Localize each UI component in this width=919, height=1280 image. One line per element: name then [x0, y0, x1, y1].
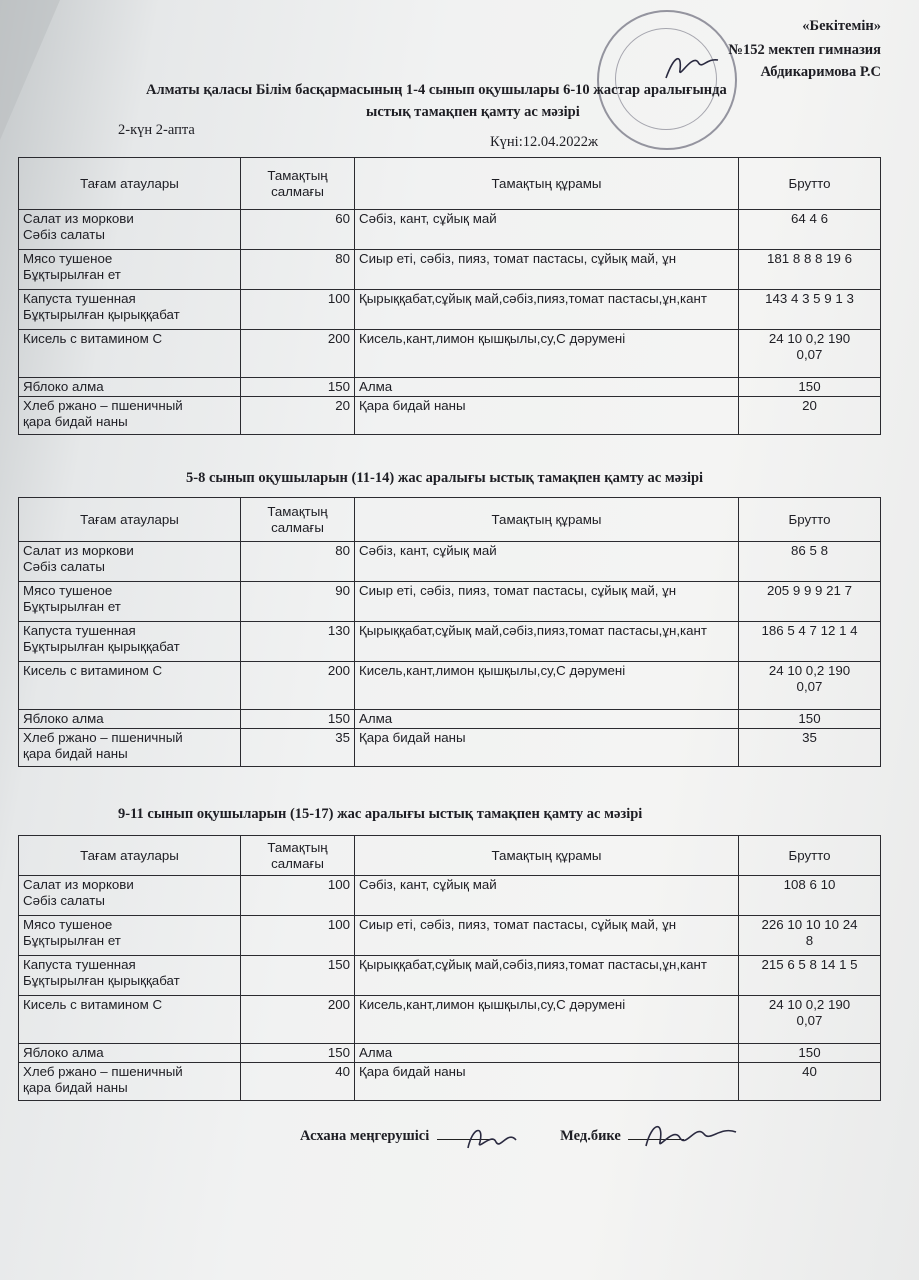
dish-name: Мясо тушеное Бұқтырылған ет — [19, 582, 241, 622]
col-header-composition: Тамақтың құрамы — [355, 836, 739, 876]
table-row — [19, 378, 881, 397]
dish-gross: 215 6 5 8 14 1 5 — [739, 956, 881, 996]
col-header-gross: Брутто — [739, 158, 881, 210]
table-row — [19, 290, 881, 330]
approval-title: «Бекітемін» — [802, 18, 881, 34]
dish-gross: 20 — [739, 397, 881, 435]
dish-composition: Сиыр еті, сәбіз, пияз, томат пастасы, сұйық май, ұн — [355, 582, 739, 622]
table-row — [19, 397, 881, 435]
dish-gross: 150 — [739, 378, 881, 397]
dish-name: Салат из моркови Сәбіз салаты — [19, 542, 241, 582]
dish-weight: 90 — [241, 582, 355, 622]
dish-composition: Қара бидай наны — [355, 729, 739, 767]
dish-weight: 150 — [241, 1044, 355, 1063]
dish-gross: 181 8 8 8 19 6 — [739, 250, 881, 290]
dish-composition: Сиыр еті, сәбіз, пияз, томат пастасы, сұйық май, ұн — [355, 916, 739, 956]
dish-weight: 150 — [241, 710, 355, 729]
date-label: Күні:12.04.2022ж — [490, 134, 599, 150]
dish-name: Хлеб ржано – пшеничный қара бидай наны — [19, 397, 241, 435]
dish-name: Салат из моркови Сәбіз салаты — [19, 210, 241, 250]
dish-name: Кисель с витамином С — [19, 330, 241, 378]
table-row — [19, 330, 881, 378]
menu-table-grades-5-8 — [18, 497, 881, 767]
dish-weight: 130 — [241, 622, 355, 662]
dish-gross: 24 10 0,2 190 0,07 — [739, 662, 881, 710]
approval-block — [581, 0, 881, 90]
table-header-row — [19, 498, 881, 542]
table-row — [19, 996, 881, 1044]
nurse-label: Мед.бике — [560, 1128, 621, 1144]
dish-gross: 108 6 10 — [739, 876, 881, 916]
table-row — [19, 1063, 881, 1101]
table-header-row — [19, 158, 881, 210]
dish-gross: 205 9 9 9 21 7 — [739, 582, 881, 622]
dish-name: Кисель с витамином С — [19, 996, 241, 1044]
dish-composition: Сәбіз, кант, сұйық май — [355, 876, 739, 916]
table-row — [19, 710, 881, 729]
menu-table-grades-1-4 — [18, 157, 881, 435]
dish-weight: 200 — [241, 330, 355, 378]
col-header-name: Тағам атаулары — [19, 836, 241, 876]
col-header-composition: Тамақтың құрамы — [355, 498, 739, 542]
dish-name: Мясо тушеное Бұқтырылған ет — [19, 916, 241, 956]
table-row — [19, 582, 881, 622]
dish-composition: Қара бидай наны — [355, 397, 739, 435]
table-row — [19, 876, 881, 916]
kitchen-head-label: Асхана меңгерушісі — [300, 1128, 430, 1144]
approval-org: №152 мектеп гимназия — [728, 42, 881, 58]
dish-weight: 40 — [241, 1063, 355, 1101]
background-corner — [0, 0, 60, 140]
dish-weight: 60 — [241, 210, 355, 250]
col-header-weight: Тамақтың салмағы — [241, 158, 355, 210]
dish-gross: 24 10 0,2 190 0,07 — [739, 996, 881, 1044]
table-row — [19, 542, 881, 582]
col-header-gross: Брутто — [739, 836, 881, 876]
dish-weight: 20 — [241, 397, 355, 435]
table-row — [19, 956, 881, 996]
dish-name: Хлеб ржано – пшеничный қара бидай наны — [19, 1063, 241, 1101]
dish-composition: Алма — [355, 1044, 739, 1063]
approval-signature — [662, 48, 722, 84]
dish-gross: 150 — [739, 710, 881, 729]
table-row — [19, 916, 881, 956]
dish-composition: Қырыққабат,сұйық май,сәбіз,пияз,томат пастасы,ұн,кант — [355, 622, 739, 662]
dish-name: Салат из моркови Сәбіз салаты — [19, 876, 241, 916]
dish-composition: Кисель,кант,лимон қышқылы,су,С дәрумені — [355, 330, 739, 378]
dish-name: Капуста тушенная Бұқтырылған қырыққабат — [19, 956, 241, 996]
col-header-name: Тағам атаулары — [19, 158, 241, 210]
dish-weight: 150 — [241, 378, 355, 397]
header-line-2: ыстық тамақпен қамту ас мәзірі — [366, 104, 580, 120]
dish-weight: 200 — [241, 662, 355, 710]
dish-weight: 100 — [241, 290, 355, 330]
dish-composition: Сиыр еті, сәбіз, пияз, томат пастасы, сұйық май, ұн — [355, 250, 739, 290]
dish-gross: 143 4 3 5 9 1 3 — [739, 290, 881, 330]
dish-composition: Кисель,кант,лимон қышқылы,су,С дәрумені — [355, 662, 739, 710]
table-row — [19, 662, 881, 710]
dish-name: Кисель с витамином С — [19, 662, 241, 710]
dish-gross: 86 5 8 — [739, 542, 881, 582]
dish-weight: 150 — [241, 956, 355, 996]
dish-weight: 200 — [241, 996, 355, 1044]
dish-gross: 35 — [739, 729, 881, 767]
dish-name: Капуста тушенная Бұқтырылған қырыққабат — [19, 290, 241, 330]
table-row — [19, 1044, 881, 1063]
dish-gross: 226 10 10 10 24 8 — [739, 916, 881, 956]
dish-composition: Кисель,кант,лимон қышқылы,су,С дәрумені — [355, 996, 739, 1044]
table-row — [19, 622, 881, 662]
section-3-title: 9-11 сынып оқушыларын (15-17) жас аралығы ыстық тамақпен қамту ас мәзірі — [118, 806, 643, 822]
dish-weight: 80 — [241, 250, 355, 290]
col-header-weight: Тамақтың салмағы — [241, 498, 355, 542]
dish-gross: 40 — [739, 1063, 881, 1101]
dish-name: Яблоко алма — [19, 1044, 241, 1063]
table-header-row — [19, 836, 881, 876]
col-header-weight: Тамақтың салмағы — [241, 836, 355, 876]
dish-gross: 24 10 0,2 190 0,07 — [739, 330, 881, 378]
table-row — [19, 250, 881, 290]
dish-composition: Алма — [355, 378, 739, 397]
dish-weight: 35 — [241, 729, 355, 767]
dish-gross: 186 5 4 7 12 1 4 — [739, 622, 881, 662]
approval-person: Абдикаримова Р.С — [760, 64, 881, 80]
dish-gross: 64 4 6 — [739, 210, 881, 250]
dish-weight: 100 — [241, 876, 355, 916]
section-2-title: 5-8 сынып оқушыларын (11-14) жас аралығы ыстық тамақпен қамту ас мәзірі — [186, 470, 704, 486]
day-week-label: 2-күн 2-апта — [118, 122, 195, 138]
dish-name: Мясо тушеное Бұқтырылған ет — [19, 250, 241, 290]
col-header-name: Тағам атаулары — [19, 498, 241, 542]
col-header-gross: Брутто — [739, 498, 881, 542]
nurse-signature — [640, 1118, 740, 1154]
dish-composition: Сәбіз, кант, сұйық май — [355, 210, 739, 250]
dish-composition: Сәбіз, кант, сұйық май — [355, 542, 739, 582]
table-row — [19, 210, 881, 250]
dish-name: Капуста тушенная Бұқтырылған қырыққабат — [19, 622, 241, 662]
dish-composition: Қырыққабат,сұйық май,сәбіз,пияз,томат пастасы,ұн,кант — [355, 956, 739, 996]
dish-name: Хлеб ржано – пшеничный қара бидай наны — [19, 729, 241, 767]
dish-composition: Қара бидай наны — [355, 1063, 739, 1101]
dish-gross: 150 — [739, 1044, 881, 1063]
dish-weight: 100 — [241, 916, 355, 956]
col-header-composition: Тамақтың құрамы — [355, 158, 739, 210]
header-line-1: Алматы қаласы Білім басқармасының 1-4 сынып оқушылары 6-10 жастар аралығында — [146, 82, 727, 98]
dish-weight: 80 — [241, 542, 355, 582]
dish-name: Яблоко алма — [19, 378, 241, 397]
dish-composition: Қырыққабат,сұйық май,сәбіз,пияз,томат пастасы,ұн,кант — [355, 290, 739, 330]
menu-table-grades-9-11 — [18, 835, 881, 1101]
dish-composition: Алма — [355, 710, 739, 729]
dish-name: Яблоко алма — [19, 710, 241, 729]
table-row — [19, 729, 881, 767]
kitchen-head-signature — [462, 1122, 520, 1156]
